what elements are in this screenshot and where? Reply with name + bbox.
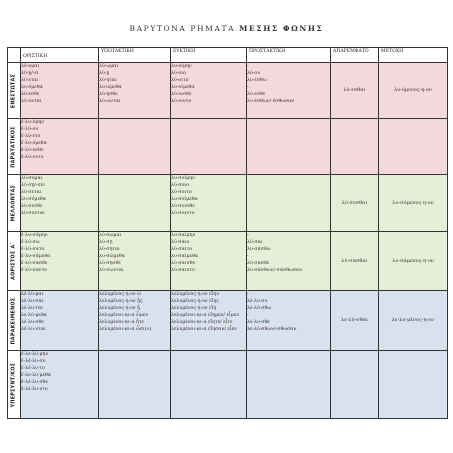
cell-ypotaktiki xyxy=(99,351,171,419)
form-line: λύ-εται xyxy=(21,78,39,83)
form-line: - xyxy=(247,85,249,90)
page-title: ΒΑΡΥΤΟΝΑ ΡΗΜΑΤΑ ΜΕΣΗΣ ΦΩΝΗΣ xyxy=(129,24,324,33)
cell-ypotaktiki xyxy=(99,63,171,119)
form-line: λυ-έσθων/-έσθωσαν xyxy=(247,99,295,104)
form-line: λελυμένοι-αι-α ἦτε xyxy=(99,320,144,325)
form-line: λε-λύ-μεθα xyxy=(21,313,47,318)
tense-label: ΜΕΛΛΟΝΤΑΣ xyxy=(11,184,17,222)
header-prostaktiki: ΠΡΟΣΤΑΚΤΙΚΗ xyxy=(247,48,331,63)
header-aparemfato: ΑΠΑΡΕΜΦΑΤΟ xyxy=(331,48,379,63)
form-line: ἐ-λύ-εσθε xyxy=(21,148,44,153)
form-line: λύ-οιτο xyxy=(171,78,189,83)
form-line: λύ-σαιτο xyxy=(171,247,193,252)
form-line: λύ-σηται xyxy=(99,247,121,252)
header-oristiki: ΟΡΙΣΤΙΚΗ xyxy=(21,48,99,63)
row-label xyxy=(8,291,21,351)
form-line: ἐ-λύ-ου xyxy=(21,127,39,132)
form-line: λύ-σεται xyxy=(21,190,42,195)
cell-prostaktiki xyxy=(247,232,331,291)
header-row xyxy=(8,48,448,63)
form-line: λύ-ωμαι xyxy=(99,64,119,69)
form-line: λυ-σάσθω xyxy=(247,247,271,252)
cell-metochi xyxy=(379,63,448,119)
form-line: λελυμένος-η-ον εἴη xyxy=(171,306,217,311)
form-line: - xyxy=(247,313,249,318)
form-line: ἐ-λύ-ετο xyxy=(21,134,41,139)
header-corner xyxy=(8,48,21,63)
row-mellontas xyxy=(8,175,448,232)
form-line: λέ-λυ-μαι xyxy=(21,292,44,297)
metochi-form: λυ-σόμενος-η-ον xyxy=(392,199,434,206)
tense-label: ΕΝΕΣΤΩΤΑΣ xyxy=(11,73,17,108)
tense-label: ΠΑΡΑΚΕΙΜΕΝΟΣ xyxy=(11,297,17,344)
row-label xyxy=(8,175,21,232)
cell-efktiki xyxy=(171,232,247,291)
aparemfato-form: λύ-εσθαι xyxy=(343,87,366,93)
form-line: λυ-σαίμην xyxy=(171,233,196,238)
row-label xyxy=(8,351,21,419)
form-line: λυ-σοίμεθα xyxy=(171,197,198,202)
form-line: λυ-ώμεθα xyxy=(99,85,122,90)
form-line: ἐ-λε-λύ-μην xyxy=(21,352,49,357)
cell-aparemfato xyxy=(331,63,379,119)
form-line: λῦ-σαι xyxy=(247,240,263,245)
form-line: λύ-σοιο xyxy=(171,183,190,188)
form-line: λέ-λυ-σθε xyxy=(247,320,270,325)
cell-metochi xyxy=(379,175,448,232)
form-line: λύ-σωνται xyxy=(99,268,124,273)
form-line: λυ-οίμεθα xyxy=(171,85,195,90)
form-line: λύ-ονται xyxy=(21,99,42,104)
cell-aparemfato xyxy=(331,291,379,351)
form-line: ἐ-λύ-σω xyxy=(21,240,40,245)
aparemfato-form: λύ-σασθαι xyxy=(341,257,368,264)
tense-label: ΠΑΡΑΤΑΤΙΚΟΣ xyxy=(11,125,17,168)
form-line: ἐ-λύ-σαντο xyxy=(21,268,48,273)
tense-label: ΥΠΕΡΣΥΝΤ/ΚΟΣ xyxy=(11,362,17,407)
cell-efktiki xyxy=(171,291,247,351)
form-line: λελυμένοι-αι-α εἴητε/ εἶτε xyxy=(171,320,233,325)
cell-aparemfato xyxy=(331,175,379,232)
cell-ypotaktiki xyxy=(99,291,171,351)
cell-ypotaktiki xyxy=(99,119,171,175)
form-line: λύ-σοιτο xyxy=(171,190,192,195)
form-line: λύ-σεσθε xyxy=(21,204,43,209)
form-line: - xyxy=(247,233,249,238)
form-line: ἐ-λέ-λυ-ντο xyxy=(21,387,48,392)
cell-oristiki xyxy=(21,351,99,419)
row-enestotas xyxy=(8,63,448,119)
form-line: λελυμένος-η-ον ᾖ xyxy=(99,306,140,311)
form-line: λύ-σασθε xyxy=(247,261,270,266)
form-line: ἐ-λέ-λυ-σο xyxy=(21,359,46,364)
cell-aparemfato xyxy=(331,232,379,291)
form-line: λύ-ου xyxy=(247,71,261,76)
form-line: λύ-σησθε xyxy=(99,261,121,266)
row-paratatikos xyxy=(8,119,448,175)
form-line: λύ-σωμαι xyxy=(99,233,122,238)
form-line: ἐ-λύ-σατο xyxy=(21,247,45,252)
form-line: λέ-λυ-σαι xyxy=(21,299,44,304)
conjugation-table xyxy=(7,47,448,419)
metochi-form: λε-λυ-μένος-η-ον xyxy=(391,317,435,323)
form-line: λε-λύ-σθω xyxy=(247,306,272,311)
cell-aparemfato xyxy=(331,351,379,419)
aparemfato-form: λε-λύ-σθαι xyxy=(340,317,369,323)
form-line: λύ-σαιο xyxy=(171,240,190,245)
form-line: ἐ-λυ-σάμεθα xyxy=(21,254,51,259)
form-line: λύ-εσθε xyxy=(247,92,266,97)
header-efktiki: ΕΥΚΤΙΚΗ xyxy=(171,48,247,63)
cell-prostaktiki xyxy=(247,63,331,119)
cell-oristiki xyxy=(21,119,99,175)
form-line: λύ-ῃ/-ει xyxy=(21,71,39,76)
form-line: λυ-σόμεθα xyxy=(21,197,46,202)
form-line: λυ-έσθω xyxy=(247,78,267,83)
form-line: λυ-σαίμεθα xyxy=(171,254,199,259)
header-metochi: ΜΕΤΟΧΗ xyxy=(379,48,448,63)
form-line: λελυμένος-η-ον εἴην xyxy=(171,292,220,297)
form-line: λελυμένοι-αι-α ὦσι(ν) xyxy=(99,327,152,332)
form-line: λύ-σοιντο xyxy=(171,211,195,216)
cell-metochi xyxy=(379,232,448,291)
form-line: λελυμένοι-αι-α ὦμεν xyxy=(99,313,149,318)
form-line: λελυμένοι-αι-α εἴημεν/ εἶμεν xyxy=(171,313,240,318)
cell-efktiki xyxy=(171,351,247,419)
form-line: λύ-σῃ/-σει xyxy=(21,183,46,188)
header-ypotaktiki: ΥΠΟΤΑΚΤΙΚΗ xyxy=(99,48,171,63)
cell-efktiki xyxy=(171,175,247,232)
cell-prostaktiki xyxy=(247,175,331,232)
form-line: - xyxy=(247,254,249,259)
cell-metochi xyxy=(379,291,448,351)
form-line: λέ-λυ-σθε xyxy=(21,320,44,325)
cell-oristiki xyxy=(21,232,99,291)
form-line: λυ-σώμεθα xyxy=(99,254,125,259)
form-line: λύ-ησθε xyxy=(99,92,118,97)
form-line: - xyxy=(247,292,249,297)
form-line: ἐ-λυ-όμην xyxy=(21,120,45,125)
form-line: λύ-σαιντο xyxy=(171,268,195,273)
row-label xyxy=(8,232,21,291)
form-line: λύ-σονται xyxy=(21,211,45,216)
form-line: λέ-λυ-νται xyxy=(21,327,46,332)
form-line: λελυμένος-η-ον ᾖς xyxy=(99,299,143,304)
form-line: λέ-λυ-ται xyxy=(21,306,43,311)
form-line: ἐ-λύ-οντο xyxy=(21,155,44,160)
form-line: ἐ-λυ-σάμην xyxy=(21,233,48,238)
form-line: λύ-σοισθε xyxy=(171,204,195,209)
form-line: λύ-ομαι xyxy=(21,64,40,69)
aparemfato-form: λύ-σεσθαι xyxy=(341,199,368,206)
tense-label: ΑΟΡΙΣΤΟΣ Α΄ xyxy=(11,242,17,280)
cell-metochi xyxy=(379,351,448,419)
cell-prostaktiki xyxy=(247,291,331,351)
form-line: λυ-σοίμην xyxy=(171,176,195,181)
cell-oristiki xyxy=(21,63,99,119)
cell-ypotaktiki xyxy=(99,175,171,232)
form-line: ἐ-λύ-σασθε xyxy=(21,261,48,266)
row-ypersyntelikos xyxy=(8,351,448,419)
cell-prostaktiki xyxy=(247,351,331,419)
row-aoristos xyxy=(8,232,448,291)
form-line: λύ-ῃ xyxy=(99,71,110,76)
cell-ypotaktiki xyxy=(99,232,171,291)
form-line: λέ-λυ-σο xyxy=(247,299,268,304)
form-line: ἐ-λέ-λυ-σθε xyxy=(21,380,48,385)
form-line: λελυμένος-η-ον εἴης xyxy=(171,299,219,304)
cell-efktiki xyxy=(171,119,247,175)
form-line: λύ-ωνται xyxy=(99,99,121,104)
form-line: λυ-οίμην xyxy=(171,64,192,69)
cell-oristiki xyxy=(21,291,99,351)
row-label xyxy=(8,119,21,175)
form-line: λύ-σῃ xyxy=(99,240,113,245)
form-line: λελυμένοι-αι-α εἴησαν/ εἶεν xyxy=(171,327,237,332)
form-line: λύ-σαισθε xyxy=(171,261,196,266)
form-line: λύ-ηται xyxy=(99,78,117,83)
form-line: λυ-σάσθων/-σάσθωσαν xyxy=(247,268,303,273)
row-parakeimenos xyxy=(8,291,448,351)
row-label xyxy=(8,63,21,119)
cell-oristiki xyxy=(21,175,99,232)
form-line: λε-λύ-σθων/-σθωσαν xyxy=(247,327,297,332)
form-line: λύ-οιντο xyxy=(171,99,192,104)
form-line: - xyxy=(247,64,249,69)
form-line: λελυμένος-η-ον ὦ xyxy=(99,292,141,297)
form-line: ἐ-λε-λύ-μεθα xyxy=(21,373,51,378)
cell-efktiki xyxy=(171,63,247,119)
form-line: λύ-οιο xyxy=(171,71,186,76)
form-line: λύ-οισθε xyxy=(171,92,192,97)
cell-prostaktiki xyxy=(247,119,331,175)
form-line: ἐ-λυ-όμεθα xyxy=(21,141,47,146)
cell-metochi xyxy=(379,119,448,175)
form-line: λύ-σομαι xyxy=(21,176,43,181)
metochi-form: λυ-σάμενος-η-ον xyxy=(392,257,434,264)
cell-aparemfato xyxy=(331,119,379,175)
metochi-form: λυ-όμενος-η-ον xyxy=(393,87,433,93)
form-line: ἐ-λέ-λυ-το xyxy=(21,366,45,371)
form-line: λύ-εσθε xyxy=(21,92,40,97)
form-line: λυ-όμεθα xyxy=(21,85,43,90)
